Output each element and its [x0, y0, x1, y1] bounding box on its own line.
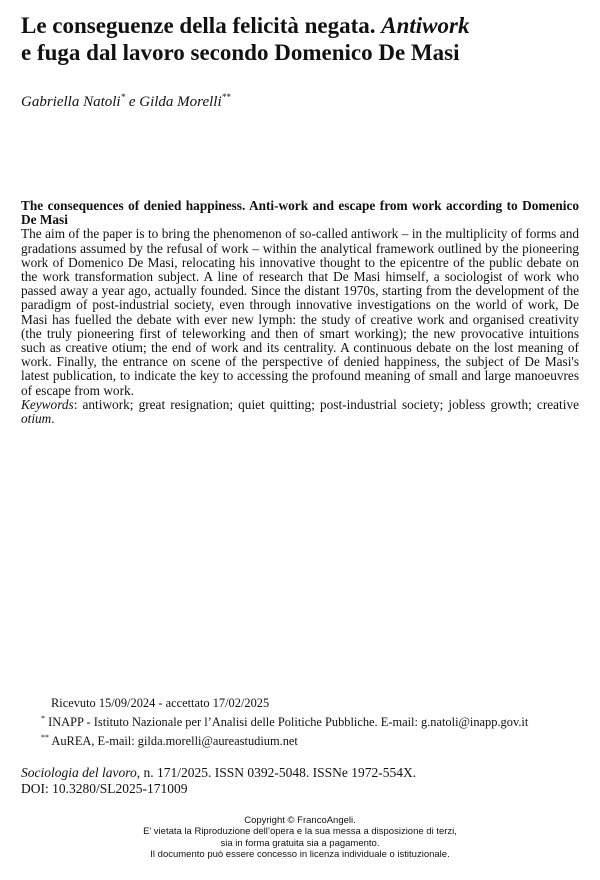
keywords-text: : antiwork; great resignation; quiet quitting; post-industrial society; jobless growth; creative	[73, 396, 579, 412]
keywords	[21, 397, 579, 426]
footnote-2	[21, 730, 579, 749]
author-1-mark: *	[120, 92, 126, 102]
footnote-1-text: INAPP - Istituto Nazionale per l’Analisi delle Politiche Pubbliche. E-mail: g.natoli@inapp.gov.it	[45, 715, 529, 730]
journal-info	[21, 765, 581, 796]
abstract	[21, 199, 579, 426]
author-2: Gilda Morelli	[139, 94, 222, 110]
doi: DOI: 10.3280/SL2025-171009	[21, 780, 188, 796]
title-antiwork: Antiwork	[381, 13, 470, 38]
keywords-label: Keywords	[21, 396, 74, 412]
copyright-line-1: Copyright © FrancoAngeli.	[244, 815, 356, 826]
copyright-notice	[0, 815, 600, 861]
footnote-2-text: AuREA, E-mail: gilda.morelli@aureastudium.net	[49, 734, 298, 749]
footnote-1	[21, 711, 579, 730]
abstract-title: The consequences of denied happiness. Anti-work and escape from work according to Domenico De Masi	[21, 198, 579, 228]
keywords-end: .	[51, 411, 55, 427]
author-2-mark: **	[221, 92, 231, 102]
abstract-body: The aim of the paper is to bring the phenomenon of so-called antiwork – in the multiplicity of forms and gradations assumed by the refusal of work – within the analytical framework outlined by the pioneering work of Domenico De Masi, relocating his innovative thought to the epicentre of the public debate on the work transformation subject. A line of research that De Masi himself, a sociologist of work who passed away a year ago, actually founded. Since the distant 1970s, starting from the development of the paradigm of post-industrial society, even through innovative investigations on the world of work, De Masi has fuelled the debate with ever new lymph: the study of creative work and organised creativity (the truly pioneering first of teleworking and then of smart working); the new provocative intuitions such as creative otium; the end of work and its centrality. A continuous debate on the lost meaning of work. Finally, the entrance on scene of the perspective of denied happiness, the subject of De Masi's latest publication, to indicate the key to accessing the profound meaning of small and large manoeuvres of escape from work.	[21, 226, 579, 398]
received-date: Ricevuto 15/09/2024 - accettato 17/02/2025	[51, 696, 270, 710]
copyright-line-3: sia in forma gratuita sia a pagamento.	[220, 837, 380, 849]
author-1: Gabriella Natoli	[21, 94, 121, 110]
title-line2: e fuga dal lavoro secondo Domenico De Masi	[21, 40, 460, 65]
footnote-2-mark: **	[41, 733, 49, 743]
copyright-line-4: Il documento può essere concesso in licenza individuale o istituzionale.	[150, 849, 450, 861]
footnotes	[21, 696, 579, 749]
journal-line	[21, 765, 581, 781]
journal-name: Sociologia del lavoro	[21, 765, 137, 780]
footnote-1-mark: *	[41, 714, 45, 723]
keywords-otium: otium	[21, 411, 52, 427]
authors	[21, 88, 231, 111]
article-title	[21, 12, 581, 66]
copyright-line-2: E’ vietata la Riproduzione dell’opera e la sua messa a disposizione di terzi,	[143, 826, 457, 838]
title-line1-text: Le conseguenze della felicità negata.	[21, 13, 382, 38]
title-line1	[21, 13, 469, 38]
journal-details: , n. 171/2025. ISSN 0392-5048. ISSNe 1972-554X.	[136, 765, 417, 780]
author-connector: e	[125, 94, 140, 110]
